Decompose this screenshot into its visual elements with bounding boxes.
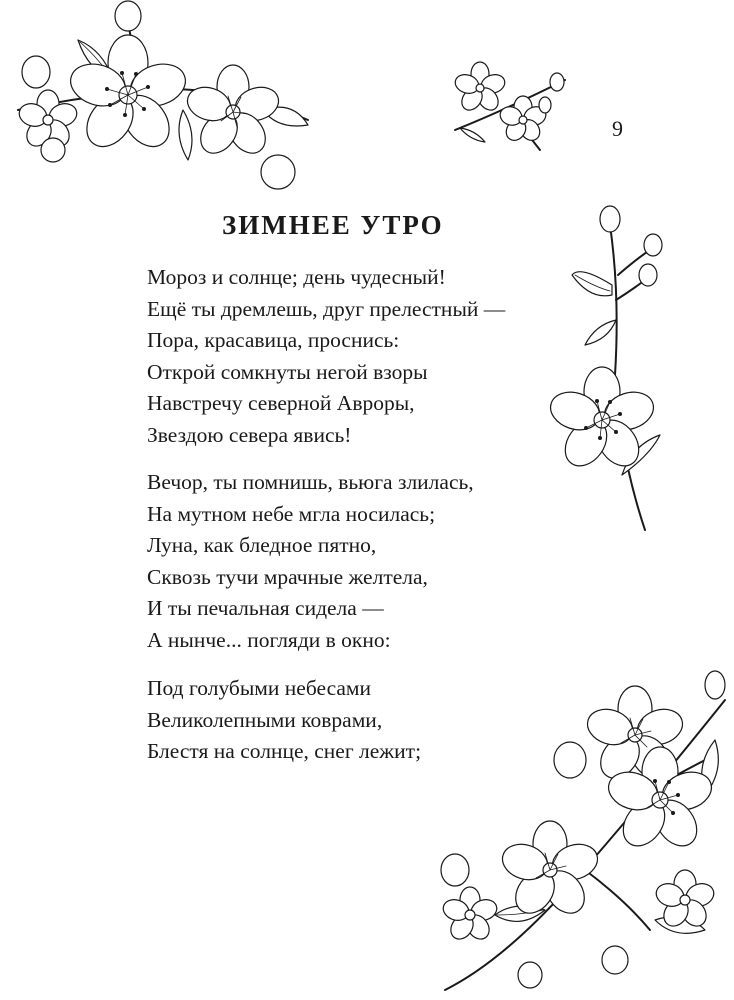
poem-line: Луна, как бледное пятно, (147, 533, 377, 557)
stanza-2 (147, 467, 474, 656)
blossom-cluster-top-left (8, 0, 318, 200)
poem-line: Под голубыми небесами (147, 676, 372, 700)
poem-line: А нынче... погляди в окно: (147, 627, 391, 652)
blossom-cluster-bottom-right (425, 660, 730, 995)
poem-line: Мороз и солнце; день чудесный! (147, 265, 446, 289)
stanza-1 (147, 262, 505, 451)
poem-line: Звездою севера явись! (147, 422, 352, 447)
poem-line: Блестя на солнце, снег лежит; (147, 739, 422, 763)
poem-title: ЗИМНЕЕ УТРО (222, 210, 444, 240)
poem-line: И ты печальная сидела — (147, 596, 384, 620)
poem-line: Ещё ты дремлешь, друг прелестный — (147, 296, 506, 321)
blossom-sprig-top-right (445, 60, 570, 155)
poem-line: Сквозь тучи мрачные желтела, (147, 564, 428, 589)
poem-line: Навстречу северной Авроры, (147, 391, 415, 415)
poem-line: Пора, красавица, проснись: (147, 328, 400, 352)
poem-line: Великолепными коврами, (147, 707, 383, 732)
blossom-branch-right (550, 205, 680, 535)
stanza-3 (147, 673, 421, 768)
poem-line: Вечор, ты помнишь, вьюга злилась, (147, 470, 474, 494)
poem-line: На мутном небе мгла носилась; (147, 501, 436, 526)
page-number: 9 (612, 116, 623, 141)
poem-line: Открой сомкнуты негой взоры (147, 359, 428, 384)
